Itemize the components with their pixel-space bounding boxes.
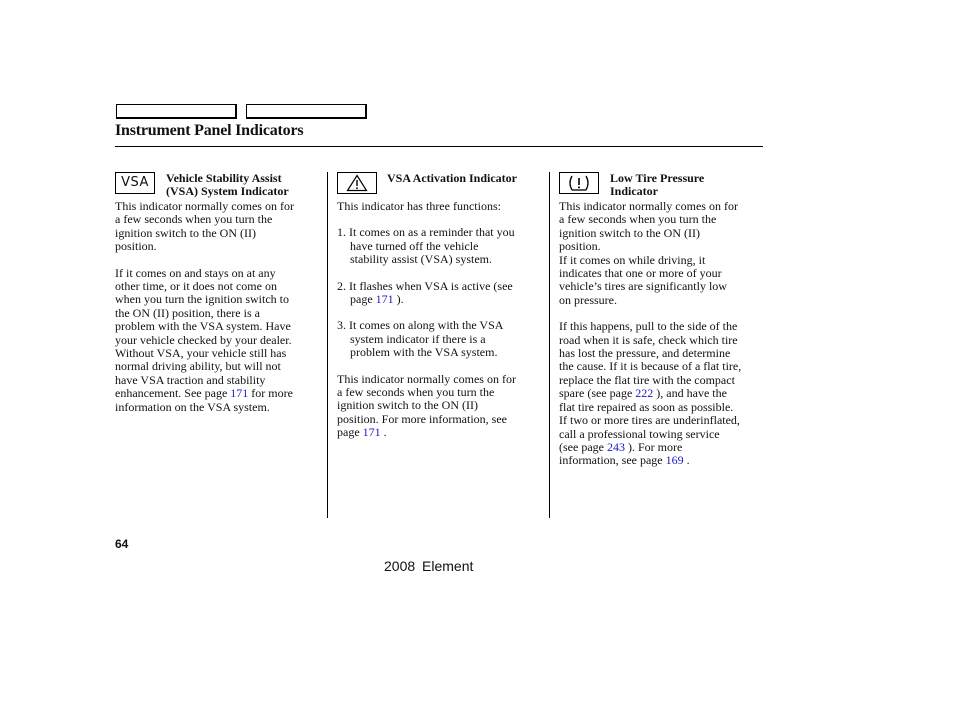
page-link-169[interactable]: 169 [665,453,684,468]
text-fragment: . [380,425,387,440]
text-line: If two or more tires are underinflated, [559,413,740,428]
vsa-icon-label: VSA [121,175,149,191]
text-line: system indicator if there is a [350,331,486,346]
text-line [559,387,741,400]
text-line: information on the VSA system. [115,399,270,414]
page-link-171[interactable]: 171 [375,292,394,307]
page-number: 64 [115,537,129,551]
heading-line: Indicator [610,184,658,198]
text-line: replace the flat tire with the compact [559,372,735,387]
page-link-171[interactable]: 171 [362,425,381,440]
column-divider-1 [327,172,328,518]
text-line: flat tire repaired as soon as possible. [559,399,734,414]
heading-line: Vehicle Stability Assist [166,171,282,185]
text-line: ignition switch to the ON (II) [337,398,478,413]
text-line: problem with the VSA system. [350,345,498,360]
list-item [337,280,516,307]
page-link-243[interactable]: 243 [606,439,625,454]
text-line [337,426,516,439]
text-line: If this happens, pull to the side of the [559,319,738,334]
text-fragment: ). [393,292,404,307]
warning-triangle-icon [337,172,377,194]
text-line: 3. It comes on along with the VSA [337,318,504,333]
heading-line: (VSA) System Indicator [166,184,289,198]
text-fragment: information, see page [559,453,666,468]
text-line: problem with the VSA system. Have [115,319,291,334]
text-line: This indicator normally comes on for [559,199,738,213]
tire-pressure-icon [559,172,599,194]
text-fragment: . [683,453,690,468]
list-item [337,226,516,266]
text-line: a few seconds when you turn the [115,212,273,227]
text-line: ignition switch to the ON (II) [559,225,700,240]
text-fragment: page [337,425,363,440]
text-line: position. [559,239,601,254]
text-fragment: ), and have the [653,386,727,401]
text-line: position. [115,239,157,254]
text-fragment: page [350,292,376,307]
section-body [337,200,516,440]
section-heading-vsa-system [166,172,289,198]
text-line: This indicator normally comes on for [337,371,516,386]
heading-line: Low Tire Pressure [610,171,705,185]
page-link-171[interactable]: 171 [230,386,249,401]
title-divider [115,146,763,147]
tire-pressure-graphic [566,174,592,192]
text-line: on pressure. [559,292,617,307]
text-line: ignition switch to the ON (II) [115,225,256,240]
section-heading-vsa-activation: VSA Activation Indicator [387,171,518,185]
text-line: have VSA traction and stability [115,372,266,387]
nav-button-index[interactable] [246,104,367,119]
text-line: other time, or it does not come on [115,279,277,294]
footer-model: 2008 Element [384,558,474,574]
text-line: If it comes on and stays on at any [115,265,276,280]
nav-button-previous[interactable] [116,104,237,119]
section-body [115,200,294,414]
column-divider-2 [549,172,550,518]
text-line: when you turn the ignition switch to [115,292,289,307]
text-fragment: enhancement. See page [115,386,231,401]
text-line: This indicator normally comes on for [115,199,294,213]
text-line: normal driving ability, but will not [115,359,281,374]
text-line: indicates that one or more of your [559,266,722,281]
text-fragment: ). For more [624,439,683,454]
text-line [350,293,516,306]
page-title: Instrument Panel Indicators [115,122,304,139]
vsa-icon [115,172,155,194]
section-heading-low-tire-pressure [610,172,704,198]
text-line [559,441,741,454]
list-item [337,319,516,359]
text-line: position. For more information, see [337,411,507,426]
text-line: 1. It comes on as a reminder that you [337,225,515,240]
text-line: a few seconds when you turn the [337,385,495,400]
text-line: vehicle’s tires are significantly low [559,279,727,294]
text-line: Without VSA, your vehicle still has [115,346,287,361]
text-line: the cause. If it is because of a flat tire, [559,359,742,374]
text-fragment: spare (see page [559,386,636,401]
text-line: the ON (II) position, there is a [115,305,260,320]
text-line: This indicator has three functions: [337,199,501,213]
text-fragment: (see page [559,439,607,454]
text-line [115,387,294,400]
text-line: call a professional towing service [559,426,720,441]
text-line: a few seconds when you turn the [559,212,717,227]
text-line: have turned off the vehicle [350,238,479,253]
page-link-222[interactable]: 222 [635,386,654,401]
warning-triangle-graphic [346,174,368,192]
text-fragment: for more [248,386,293,401]
text-line [559,454,741,467]
text-line: stability assist (VSA) system. [350,252,493,267]
text-line: has lost the pressure, and determine [559,346,731,361]
section-body [559,200,741,468]
text-line: If it comes on while driving, it [559,252,706,267]
text-line: road when it is safe, check which tire [559,332,738,347]
text-line: 2. It flashes when VSA is active (see [337,278,513,293]
text-line: your vehicle checked by your dealer. [115,332,292,347]
